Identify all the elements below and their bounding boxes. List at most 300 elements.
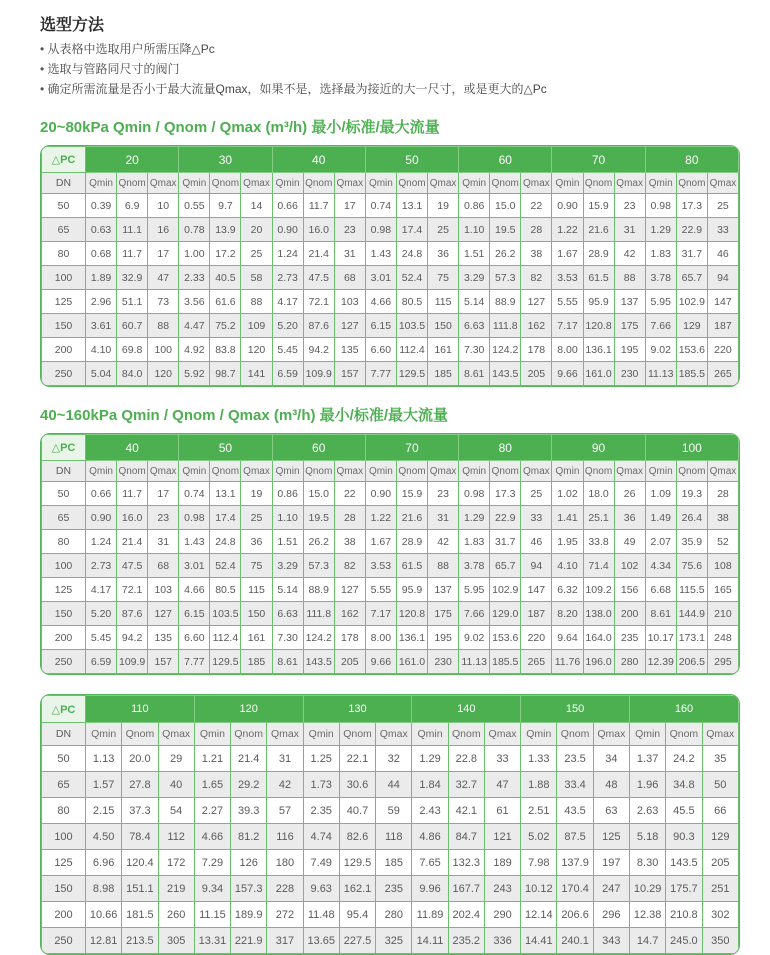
value-cell: 87.6 (303, 314, 334, 338)
value-cell: 72.1 (303, 290, 334, 314)
value-cell: 23 (428, 482, 459, 506)
value-cell: 4.66 (179, 578, 210, 602)
value-cell: 0.90 (86, 506, 117, 530)
value-cell: 280 (614, 650, 645, 674)
value-cell: 27.8 (122, 772, 158, 798)
flow-table (41, 146, 739, 386)
value-cell: 4.47 (179, 314, 210, 338)
value-cell: 21.4 (231, 746, 267, 772)
value-cell: 1.51 (272, 530, 303, 554)
pressure-header: 40 (86, 435, 179, 461)
flow-header: Qmax (593, 723, 629, 746)
value-cell: 325 (376, 928, 412, 954)
value-cell: 167.7 (448, 876, 484, 902)
value-cell: 109.9 (303, 362, 334, 386)
value-cell: 19.3 (676, 482, 707, 506)
value-cell: 150 (241, 602, 272, 626)
table-row (42, 746, 739, 772)
value-cell: 213.5 (122, 928, 158, 954)
value-cell: 7.77 (179, 650, 210, 674)
value-cell: 129.5 (339, 850, 375, 876)
value-cell: 82 (521, 266, 552, 290)
value-cell: 31.7 (676, 242, 707, 266)
value-cell: 11.89 (412, 902, 448, 928)
value-cell: 161 (428, 338, 459, 362)
value-cell: 0.63 (86, 218, 117, 242)
value-cell: 17 (148, 482, 179, 506)
value-cell: 23.5 (557, 746, 593, 772)
value-cell: 22.9 (676, 218, 707, 242)
value-cell: 88.9 (303, 578, 334, 602)
value-cell: 170.4 (557, 876, 593, 902)
value-cell: 132.3 (448, 850, 484, 876)
value-cell: 42 (428, 530, 459, 554)
value-cell: 52.4 (210, 554, 241, 578)
pressure-header: 50 (365, 147, 458, 173)
flow-header: Qnom (583, 173, 614, 194)
dn-cell: 50 (42, 482, 86, 506)
value-cell: 219 (158, 876, 194, 902)
value-cell: 102 (614, 554, 645, 578)
value-cell: 88 (428, 554, 459, 578)
value-cell: 94 (707, 266, 738, 290)
value-cell: 2.73 (272, 266, 303, 290)
flow-header: Qnom (117, 461, 148, 482)
value-cell: 302 (702, 902, 738, 928)
value-cell: 120.4 (122, 850, 158, 876)
value-cell: 202.4 (448, 902, 484, 928)
value-cell: 14.41 (521, 928, 557, 954)
value-cell: 102.9 (490, 578, 521, 602)
value-cell: 185 (428, 362, 459, 386)
flow-header: Qmin (629, 723, 665, 746)
value-cell: 1.09 (645, 482, 676, 506)
value-cell: 46 (521, 530, 552, 554)
value-cell: 15.0 (303, 482, 334, 506)
value-cell: 228 (267, 876, 303, 902)
flow-header: Qmax (521, 461, 552, 482)
value-cell: 189.9 (231, 902, 267, 928)
flow-header: Qmin (86, 461, 117, 482)
table-row (42, 242, 739, 266)
pressure-header: 120 (194, 696, 303, 723)
value-cell: 25 (707, 194, 738, 218)
value-cell: 109.2 (583, 578, 614, 602)
table-row (42, 266, 739, 290)
value-cell: 8.00 (552, 338, 583, 362)
dn-cell: 65 (42, 218, 86, 242)
value-cell: 178 (334, 626, 365, 650)
value-cell: 0.90 (365, 482, 396, 506)
value-cell: 35.9 (676, 530, 707, 554)
table-row (42, 506, 739, 530)
table-row (42, 194, 739, 218)
value-cell: 235.2 (448, 928, 484, 954)
value-cell: 16.0 (303, 218, 334, 242)
value-cell: 66 (702, 798, 738, 824)
value-cell: 61.6 (210, 290, 241, 314)
value-cell: 3.78 (645, 266, 676, 290)
value-cell: 46 (707, 242, 738, 266)
value-cell: 17.3 (490, 482, 521, 506)
dn-cell: 50 (42, 194, 86, 218)
value-cell: 350 (702, 928, 738, 954)
value-cell: 33 (707, 218, 738, 242)
value-cell: 336 (484, 928, 520, 954)
value-cell: 33 (521, 506, 552, 530)
value-cell: 21.4 (303, 242, 334, 266)
pressure-header: 160 (629, 696, 738, 723)
value-cell: 61 (484, 798, 520, 824)
value-cell: 260 (158, 902, 194, 928)
value-cell: 1.25 (303, 746, 339, 772)
value-cell: 180 (267, 850, 303, 876)
value-cell: 36 (614, 506, 645, 530)
value-cell: 31 (267, 746, 303, 772)
value-cell: 51.1 (117, 290, 148, 314)
value-cell: 165 (707, 578, 738, 602)
value-cell: 129 (702, 824, 738, 850)
value-cell: 18.0 (583, 482, 614, 506)
value-cell: 343 (593, 928, 629, 954)
value-cell: 16 (148, 218, 179, 242)
value-cell: 5.95 (459, 578, 490, 602)
value-cell: 24.8 (210, 530, 241, 554)
value-cell: 227.5 (339, 928, 375, 954)
value-cell: 10.12 (521, 876, 557, 902)
flow-header-row (42, 461, 739, 482)
flow-header: Qnom (557, 723, 593, 746)
value-cell: 98.7 (210, 362, 241, 386)
value-cell: 6.63 (272, 602, 303, 626)
value-cell: 5.55 (552, 290, 583, 314)
value-cell: 150 (428, 314, 459, 338)
value-cell: 6.59 (272, 362, 303, 386)
value-cell: 161 (241, 626, 272, 650)
value-cell: 5.45 (272, 338, 303, 362)
page-title: 选型方法 (40, 17, 105, 34)
flow-header-row (42, 173, 739, 194)
value-cell: 73 (148, 290, 179, 314)
value-cell: 75.6 (676, 554, 707, 578)
value-cell: 38 (334, 530, 365, 554)
value-cell: 0.86 (272, 482, 303, 506)
table-row (42, 772, 739, 798)
flow-header: Qnom (339, 723, 375, 746)
value-cell: 23 (148, 506, 179, 530)
value-cell: 34 (593, 746, 629, 772)
value-cell: 0.86 (459, 194, 490, 218)
value-cell: 240.1 (557, 928, 593, 954)
dn-cell: 250 (42, 650, 86, 674)
value-cell: 39.3 (231, 798, 267, 824)
value-cell: 120 (148, 362, 179, 386)
value-cell: 2.43 (412, 798, 448, 824)
value-cell: 162 (334, 602, 365, 626)
value-cell: 5.04 (86, 362, 117, 386)
value-cell: 36 (241, 530, 272, 554)
value-cell: 84.0 (117, 362, 148, 386)
value-cell: 7.17 (365, 602, 396, 626)
value-cell: 0.74 (179, 482, 210, 506)
value-cell: 1.96 (629, 772, 665, 798)
value-cell: 33.4 (557, 772, 593, 798)
value-cell: 30.6 (339, 772, 375, 798)
value-cell: 44 (376, 772, 412, 798)
value-cell: 1.13 (86, 746, 122, 772)
value-cell: 22.8 (448, 746, 484, 772)
value-cell: 3.78 (459, 554, 490, 578)
value-cell: 13.31 (194, 928, 230, 954)
value-cell: 22 (521, 194, 552, 218)
value-cell: 4.74 (303, 824, 339, 850)
value-cell: 8.61 (272, 650, 303, 674)
value-cell: 26 (614, 482, 645, 506)
value-cell: 82.6 (339, 824, 375, 850)
pressure-header: 80 (459, 435, 552, 461)
value-cell: 2.96 (86, 290, 117, 314)
value-cell: 197 (593, 850, 629, 876)
value-cell: 1.57 (86, 772, 122, 798)
dn-cell: 200 (42, 338, 86, 362)
dn-cell: 125 (42, 290, 86, 314)
instructions-list (40, 39, 740, 99)
value-cell: 28.9 (583, 242, 614, 266)
value-cell: 68 (334, 266, 365, 290)
flow-header: Qmin (365, 461, 396, 482)
value-cell: 25 (241, 506, 272, 530)
pressure-drop-corner-label: △PC (42, 696, 86, 723)
value-cell: 48 (593, 772, 629, 798)
value-cell: 111.8 (490, 314, 521, 338)
value-cell: 1.10 (272, 506, 303, 530)
value-cell: 19 (428, 194, 459, 218)
value-cell: 6.32 (552, 578, 583, 602)
flow-header: Qmin (179, 173, 210, 194)
value-cell: 5.45 (86, 626, 117, 650)
value-cell: 220 (521, 626, 552, 650)
value-cell: 5.92 (179, 362, 210, 386)
value-cell: 15.0 (490, 194, 521, 218)
table-row (42, 602, 739, 626)
value-cell: 13.9 (210, 218, 241, 242)
value-cell: 4.17 (86, 578, 117, 602)
value-cell: 205 (334, 650, 365, 674)
value-cell: 235 (376, 876, 412, 902)
dn-cell: 125 (42, 850, 86, 876)
value-cell: 147 (707, 290, 738, 314)
value-cell: 172 (158, 850, 194, 876)
value-cell: 1.51 (459, 242, 490, 266)
value-cell: 37.3 (122, 798, 158, 824)
value-cell: 151.1 (122, 876, 158, 902)
value-cell: 210 (707, 602, 738, 626)
value-cell: 153.6 (676, 338, 707, 362)
pressure-header: 140 (412, 696, 521, 723)
flow-header: Qmin (194, 723, 230, 746)
flow-header: Qnom (210, 173, 241, 194)
value-cell: 1.02 (552, 482, 583, 506)
flow-header: Qmax (707, 461, 738, 482)
value-cell: 38 (707, 506, 738, 530)
value-cell: 230 (614, 362, 645, 386)
flow-header: Qmin (86, 723, 122, 746)
value-cell: 28.9 (396, 530, 427, 554)
value-cell: 23 (334, 218, 365, 242)
value-cell: 1.21 (194, 746, 230, 772)
value-cell: 94.2 (117, 626, 148, 650)
value-cell: 295 (707, 650, 738, 674)
value-cell: 103 (148, 578, 179, 602)
value-cell: 251 (702, 876, 738, 902)
value-cell: 147 (521, 578, 552, 602)
dn-cell: 125 (42, 578, 86, 602)
value-cell: 5.20 (86, 602, 117, 626)
pressure-drop-corner-label: △PC (42, 147, 86, 173)
value-cell: 25 (428, 218, 459, 242)
value-cell: 34.8 (666, 772, 702, 798)
flow-header: Qnom (676, 173, 707, 194)
value-cell: 29 (158, 746, 194, 772)
dn-header: DN (42, 461, 86, 482)
value-cell: 7.29 (194, 850, 230, 876)
value-cell: 178 (521, 338, 552, 362)
pressure-header: 100 (645, 435, 738, 461)
value-cell: 0.90 (552, 194, 583, 218)
value-cell: 111.8 (303, 602, 334, 626)
value-cell: 1.43 (179, 530, 210, 554)
pressure-header-row (42, 696, 739, 723)
value-cell: 88 (614, 266, 645, 290)
value-cell: 19.5 (490, 218, 521, 242)
value-cell: 245.0 (666, 928, 702, 954)
value-cell: 125 (593, 824, 629, 850)
value-cell: 317 (267, 928, 303, 954)
value-cell: 6.59 (86, 650, 117, 674)
value-cell: 4.66 (194, 824, 230, 850)
value-cell: 83.8 (210, 338, 241, 362)
pressure-drop-corner-label: △PC (42, 435, 86, 461)
value-cell: 12.14 (521, 902, 557, 928)
table-row (42, 338, 739, 362)
pressure-header: 60 (459, 147, 552, 173)
flow-header: Qmin (645, 173, 676, 194)
instruction-item-2: • 选取与管路同尺寸的阀门 (40, 59, 740, 79)
table-row (42, 650, 739, 674)
value-cell: 175.7 (666, 876, 702, 902)
value-cell: 135 (334, 338, 365, 362)
table-row (42, 824, 739, 850)
value-cell: 24.8 (396, 242, 427, 266)
table-row (42, 902, 739, 928)
pressure-header: 30 (179, 147, 272, 173)
value-cell: 4.66 (365, 290, 396, 314)
value-cell: 2.63 (629, 798, 665, 824)
value-cell: 124.2 (490, 338, 521, 362)
flow-header: Qnom (583, 461, 614, 482)
value-cell: 2.73 (86, 554, 117, 578)
value-cell: 220 (707, 338, 738, 362)
value-cell: 1.89 (86, 266, 117, 290)
value-cell: 7.98 (521, 850, 557, 876)
instruction-item-1: • 从表格中选取用户所需压降△Pc (40, 39, 740, 59)
value-cell: 8.00 (365, 626, 396, 650)
value-cell: 1.22 (365, 506, 396, 530)
flow-header: Qnom (490, 173, 521, 194)
table-40-160kpa-title: 40~160kPa Qmin / Qnom / Qmax (m³/h) 最小/标准/最大流量 (40, 407, 449, 424)
value-cell: 206.5 (676, 650, 707, 674)
value-cell: 265 (707, 362, 738, 386)
value-cell: 185 (376, 850, 412, 876)
value-cell: 1.37 (629, 746, 665, 772)
value-cell: 14.7 (629, 928, 665, 954)
value-cell: 1.88 (521, 772, 557, 798)
value-cell: 5.14 (272, 578, 303, 602)
value-cell: 112 (158, 824, 194, 850)
value-cell: 80.5 (210, 578, 241, 602)
flow-table (41, 434, 739, 674)
dn-cell: 150 (42, 314, 86, 338)
value-cell: 26.2 (490, 242, 521, 266)
flow-header: Qmax (376, 723, 412, 746)
value-cell: 127 (334, 578, 365, 602)
value-cell: 32 (376, 746, 412, 772)
value-cell: 72.1 (117, 578, 148, 602)
pressure-header: 60 (272, 435, 365, 461)
flow-header: Qmax (148, 461, 179, 482)
flow-header: Qmin (412, 723, 448, 746)
value-cell: 2.33 (179, 266, 210, 290)
value-cell: 3.01 (365, 266, 396, 290)
table-20-80kpa-title: 20~80kPa Qmin / Qnom / Qmax (m³/h) 最小/标准/最大流量 (40, 119, 440, 136)
value-cell: 126 (231, 850, 267, 876)
value-cell: 17 (334, 194, 365, 218)
value-cell: 11.7 (117, 482, 148, 506)
value-cell: 78.4 (122, 824, 158, 850)
value-cell: 47.5 (117, 554, 148, 578)
value-cell: 1.49 (645, 506, 676, 530)
table-row (42, 290, 739, 314)
value-cell: 162.1 (339, 876, 375, 902)
value-cell: 6.9 (117, 194, 148, 218)
value-cell: 129.0 (490, 602, 521, 626)
value-cell: 1.43 (365, 242, 396, 266)
value-cell: 14 (241, 194, 272, 218)
pressure-header: 20 (86, 147, 179, 173)
dn-cell: 250 (42, 928, 86, 954)
value-cell: 137 (428, 578, 459, 602)
value-cell: 9.66 (365, 650, 396, 674)
value-cell: 52 (707, 530, 738, 554)
flow-header: Qnom (676, 461, 707, 482)
value-cell: 103.5 (210, 602, 241, 626)
flow-header: Qmin (552, 461, 583, 482)
pressure-header: 150 (521, 696, 630, 723)
dn-cell: 65 (42, 506, 86, 530)
pressure-header: 90 (552, 435, 645, 461)
value-cell: 13.1 (210, 482, 241, 506)
value-cell: 28 (334, 506, 365, 530)
value-cell: 0.66 (86, 482, 117, 506)
flow-header: Qnom (396, 461, 427, 482)
value-cell: 200 (614, 602, 645, 626)
table-row (42, 218, 739, 242)
flow-header: Qnom (210, 461, 241, 482)
value-cell: 118 (376, 824, 412, 850)
value-cell: 10.29 (629, 876, 665, 902)
dn-cell: 200 (42, 902, 86, 928)
value-cell: 112.4 (210, 626, 241, 650)
